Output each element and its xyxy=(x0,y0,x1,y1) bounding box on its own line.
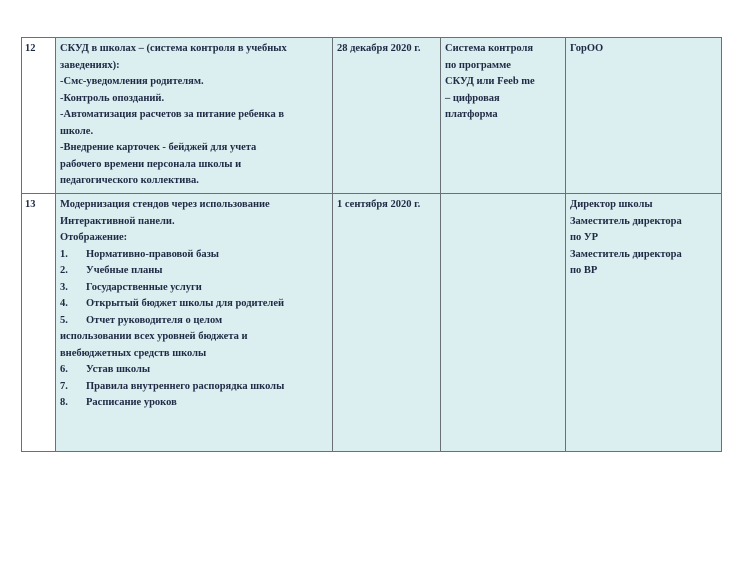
row-number: 13 xyxy=(22,194,56,452)
result-line: Система контроля xyxy=(445,43,534,54)
list-item: 1. Нормативно-правовой базы xyxy=(60,248,219,260)
row-number: 12 xyxy=(22,38,56,194)
event-cell xyxy=(56,38,333,194)
display-list xyxy=(60,247,329,412)
date-cell xyxy=(333,194,441,452)
list-item: 6. Устав школы xyxy=(60,364,151,375)
event-line: -Смс-уведомления родителям. xyxy=(60,76,204,87)
responsible-line: по УР xyxy=(570,232,599,243)
event-line: Интерактивной панели. xyxy=(60,215,175,227)
result-line: – цифровая xyxy=(445,92,500,104)
list-item: 4. Открытый бюджет школы для родителей xyxy=(60,298,285,309)
list-item-continuation: использовании всех уровней бюджета и xyxy=(60,331,248,342)
list-item: 7. Правила внутреннего распорядка школы xyxy=(60,380,285,392)
result-line: СКУД или Feeb me xyxy=(445,76,535,87)
responsible-cell xyxy=(566,194,722,452)
event-line: педагогического коллектива. xyxy=(60,175,199,186)
display-label: Отображение: xyxy=(60,232,128,243)
list-item-continuation: внебюджетных средств школы xyxy=(60,347,207,359)
event-line: -Автоматизация расчетов за питание ребенка в xyxy=(60,109,284,120)
deadline-date: 1 сентября 2020 г. xyxy=(337,199,421,210)
date-cell xyxy=(333,38,441,194)
result-line: по программе xyxy=(445,59,511,71)
event-line: школе. xyxy=(60,125,94,137)
result-cell xyxy=(441,194,566,452)
responsible-line: Заместитель директора xyxy=(570,215,682,227)
event-line: СКУД в школах – (система контроля в учебных xyxy=(60,43,287,54)
responsible-line: по ВР xyxy=(570,265,598,276)
event-line: -Контроль опозданий. xyxy=(60,92,165,104)
list-item: 5. Отчет руководителя о целом использовании всех уровней бюджета и внебюджетных средств школы xyxy=(60,313,329,363)
event-cell xyxy=(56,194,333,452)
table-row xyxy=(22,38,722,194)
responsible-cell xyxy=(566,38,722,194)
event-line: Модернизация стендов через использование xyxy=(60,199,270,210)
responsible-line: Директор школы xyxy=(570,199,653,210)
event-line: рабочего времени персонала школы и xyxy=(60,158,242,170)
result-line: платформа xyxy=(445,109,498,120)
responsible-line: Заместитель директора xyxy=(570,248,682,260)
event-line: -Внедрение карточек - бейджей для учета xyxy=(60,142,257,153)
responsible-line: ГорОО xyxy=(570,43,604,54)
list-item: 8. Расписание уроков xyxy=(60,397,177,408)
result-cell xyxy=(441,38,566,194)
list-item: 3. Государственные услуги xyxy=(60,281,202,293)
deadline-date: 28 декабря 2020 г. xyxy=(337,43,421,54)
list-item: 2. Учебные планы xyxy=(60,265,163,276)
table-row xyxy=(22,194,722,452)
plan-table xyxy=(21,37,722,452)
event-line: заведениях): xyxy=(60,59,120,71)
